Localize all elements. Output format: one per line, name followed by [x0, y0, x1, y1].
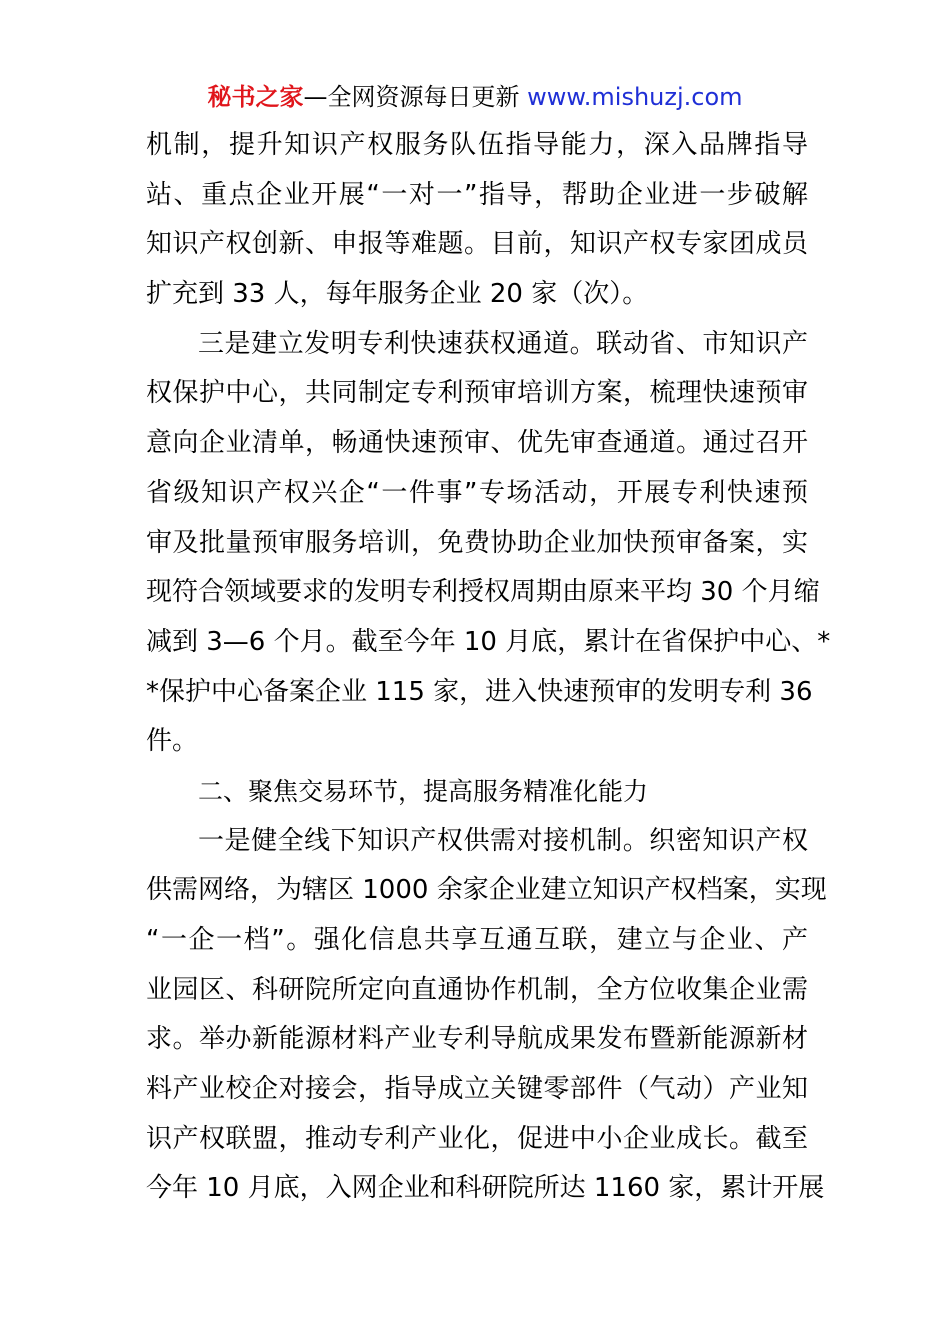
brand-name: 秘书之家 [207, 83, 304, 111]
header-tagline: —全网资源每日更新 [303, 83, 520, 111]
page-header [0, 80, 950, 114]
section-heading: 二、聚焦交易环节，提高服务精准化能力 [198, 776, 649, 806]
text-line: 减到 3—6 个月。截至今年 10 月底，累计在省保护中心、* [146, 626, 831, 657]
text-line: 一是健全线下知识产权供需对接机制。织密知识产权 [198, 825, 808, 856]
text-line: 识产权联盟，推动专利产业化，促进中小企业成长。截至 [146, 1123, 808, 1154]
text-line: 意向企业清单，畅通快速预审、优先审查通道。通过召开 [146, 428, 808, 459]
text-line: 求。举办新能源材料产业专利导航成果发布暨新能源新材 [146, 1024, 808, 1055]
text-line: 省级知识产权兴企“一件事”专场活动，开展专利快速预 [146, 477, 808, 508]
text-line: 机制，提升知识产权服务队伍指导能力，深入品牌指导 [146, 130, 808, 160]
text-line: 权保护中心，共同制定专利预审培训方案，梳理快速预审 [146, 378, 808, 409]
text-line: 现符合领域要求的发明专利授权周期由原来平均 30 个月缩 [146, 577, 820, 608]
text-line: “一企一档”。强化信息共享互通互联，建立与企业、产 [146, 925, 808, 955]
text-line: 站、重点企业开展“一对一”指导，帮助企业进一步破解 [146, 179, 808, 210]
text-line: 三是建立发明专利快速获权通道。联动省、市知识产 [198, 328, 808, 359]
text-line: 业园区、科研院所定向直通协作机制，全方位收集企业需 [146, 974, 808, 1005]
text-line: 审及批量预审服务培训，免费协助企业加快预审备案，实 [146, 527, 808, 558]
document-body [146, 121, 831, 1214]
site-url[interactable]: www.mishuzj.com [527, 83, 743, 111]
text-line: 扩充到 33 人，每年服务企业 20 家（次）。 [146, 279, 649, 310]
text-line: 知识产权创新、申报等难题。目前，知识产权专家团成员 [146, 229, 808, 260]
text-line: *保护中心备案企业 115 家，进入快速预审的发明专利 36 [146, 676, 813, 707]
text-line: 今年 10 月底，入网企业和科研院所达 1160 家，累计开展 [146, 1173, 825, 1204]
text-line: 件。 [146, 726, 199, 757]
text-line: 供需网络，为辖区 1000 余家企业建立知识产权档案，实现 [146, 875, 827, 906]
text-line: 料产业校企对接会，指导成立关键零部件（气动）产业知 [146, 1074, 808, 1105]
